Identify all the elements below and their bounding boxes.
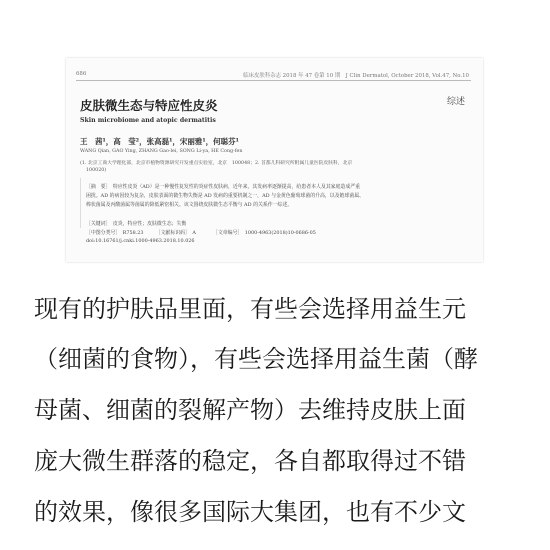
section-label: 综述 [446,97,465,107]
classification-info: ［中图分类号］ R758.23 ［文献标识码］ A ［文章编号］ 1000-4963(2018)10-0686-05 [86,230,316,236]
page-number: 686 [76,71,87,77]
affiliation-line-2: 100020) [86,168,107,173]
body-line-3: 母菌、细菌的裂解产物）去维持皮肤上面 [34,396,466,424]
affiliation-line-1: (1. 北京工商大学理化部，北京市植物资源研究开发重点实验室，北京 100048；2. 首都儿科研究所附属儿童医院皮肤科，北京 [80,161,353,166]
header-rule [76,80,471,81]
doi: doi:10.16761/j.cnki.1000-4963.2018.10.026 [86,238,195,244]
authors-en: WANG Qian, GAO Ying, ZHANG Gao-lei, SONG Li-ya, HE Cong-fen [80,149,243,154]
body-line-4: 庞大微生群落的稳定，各自都取得过不错 [34,447,466,475]
abstract-line-1: ［摘 要］ 特应性皮炎（AD）是一种慢性复发性的炎症性皮肤病，近年来，其发病率逐渐提高，给患者本人及其家庭造成严重 [86,184,360,190]
abstract-line-2: 困扰。AD 的病因较为复杂，皮肤表面的微生物失衡是 AD 发病的重要机制之一，AD 与金黄色葡萄球菌的升高，以及链球菌属、 [86,193,365,199]
authors-cn: 王 茜¹，高 莹²，张高磊¹，宋丽雅¹，何聪芬¹ [80,137,239,146]
body-line-1: 现有的护肤品里面，有些会选择用益生元 [34,295,466,323]
body-line-2: （细菌的食物），有些会选择用益生菌（酵 [34,345,478,373]
keywords: ［关键词］ 皮炎，特应性；皮肤微生态；失衡 [86,221,187,227]
article-title-en: Skin microbiome and atopic dermatitis [80,117,216,124]
abstract-line-3: 棒状菌属及丙酸菌属等菌属的降低紧密相关。该文围绕皮肤微生态平衡与 AD 的关系作一综述。 [86,202,293,208]
body-line-5: 的效果，像很多国际大集团，也有不少文 [34,498,466,526]
article-scan-image [66,58,483,262]
journal-header: 临床皮肤科杂志 2018 年 47 卷第 10 期 J Clin Dermatol, October 2018, Vol.47, No.10 [243,73,469,79]
article-title-cn: 皮肤微生态与特应性皮炎 [80,98,218,113]
